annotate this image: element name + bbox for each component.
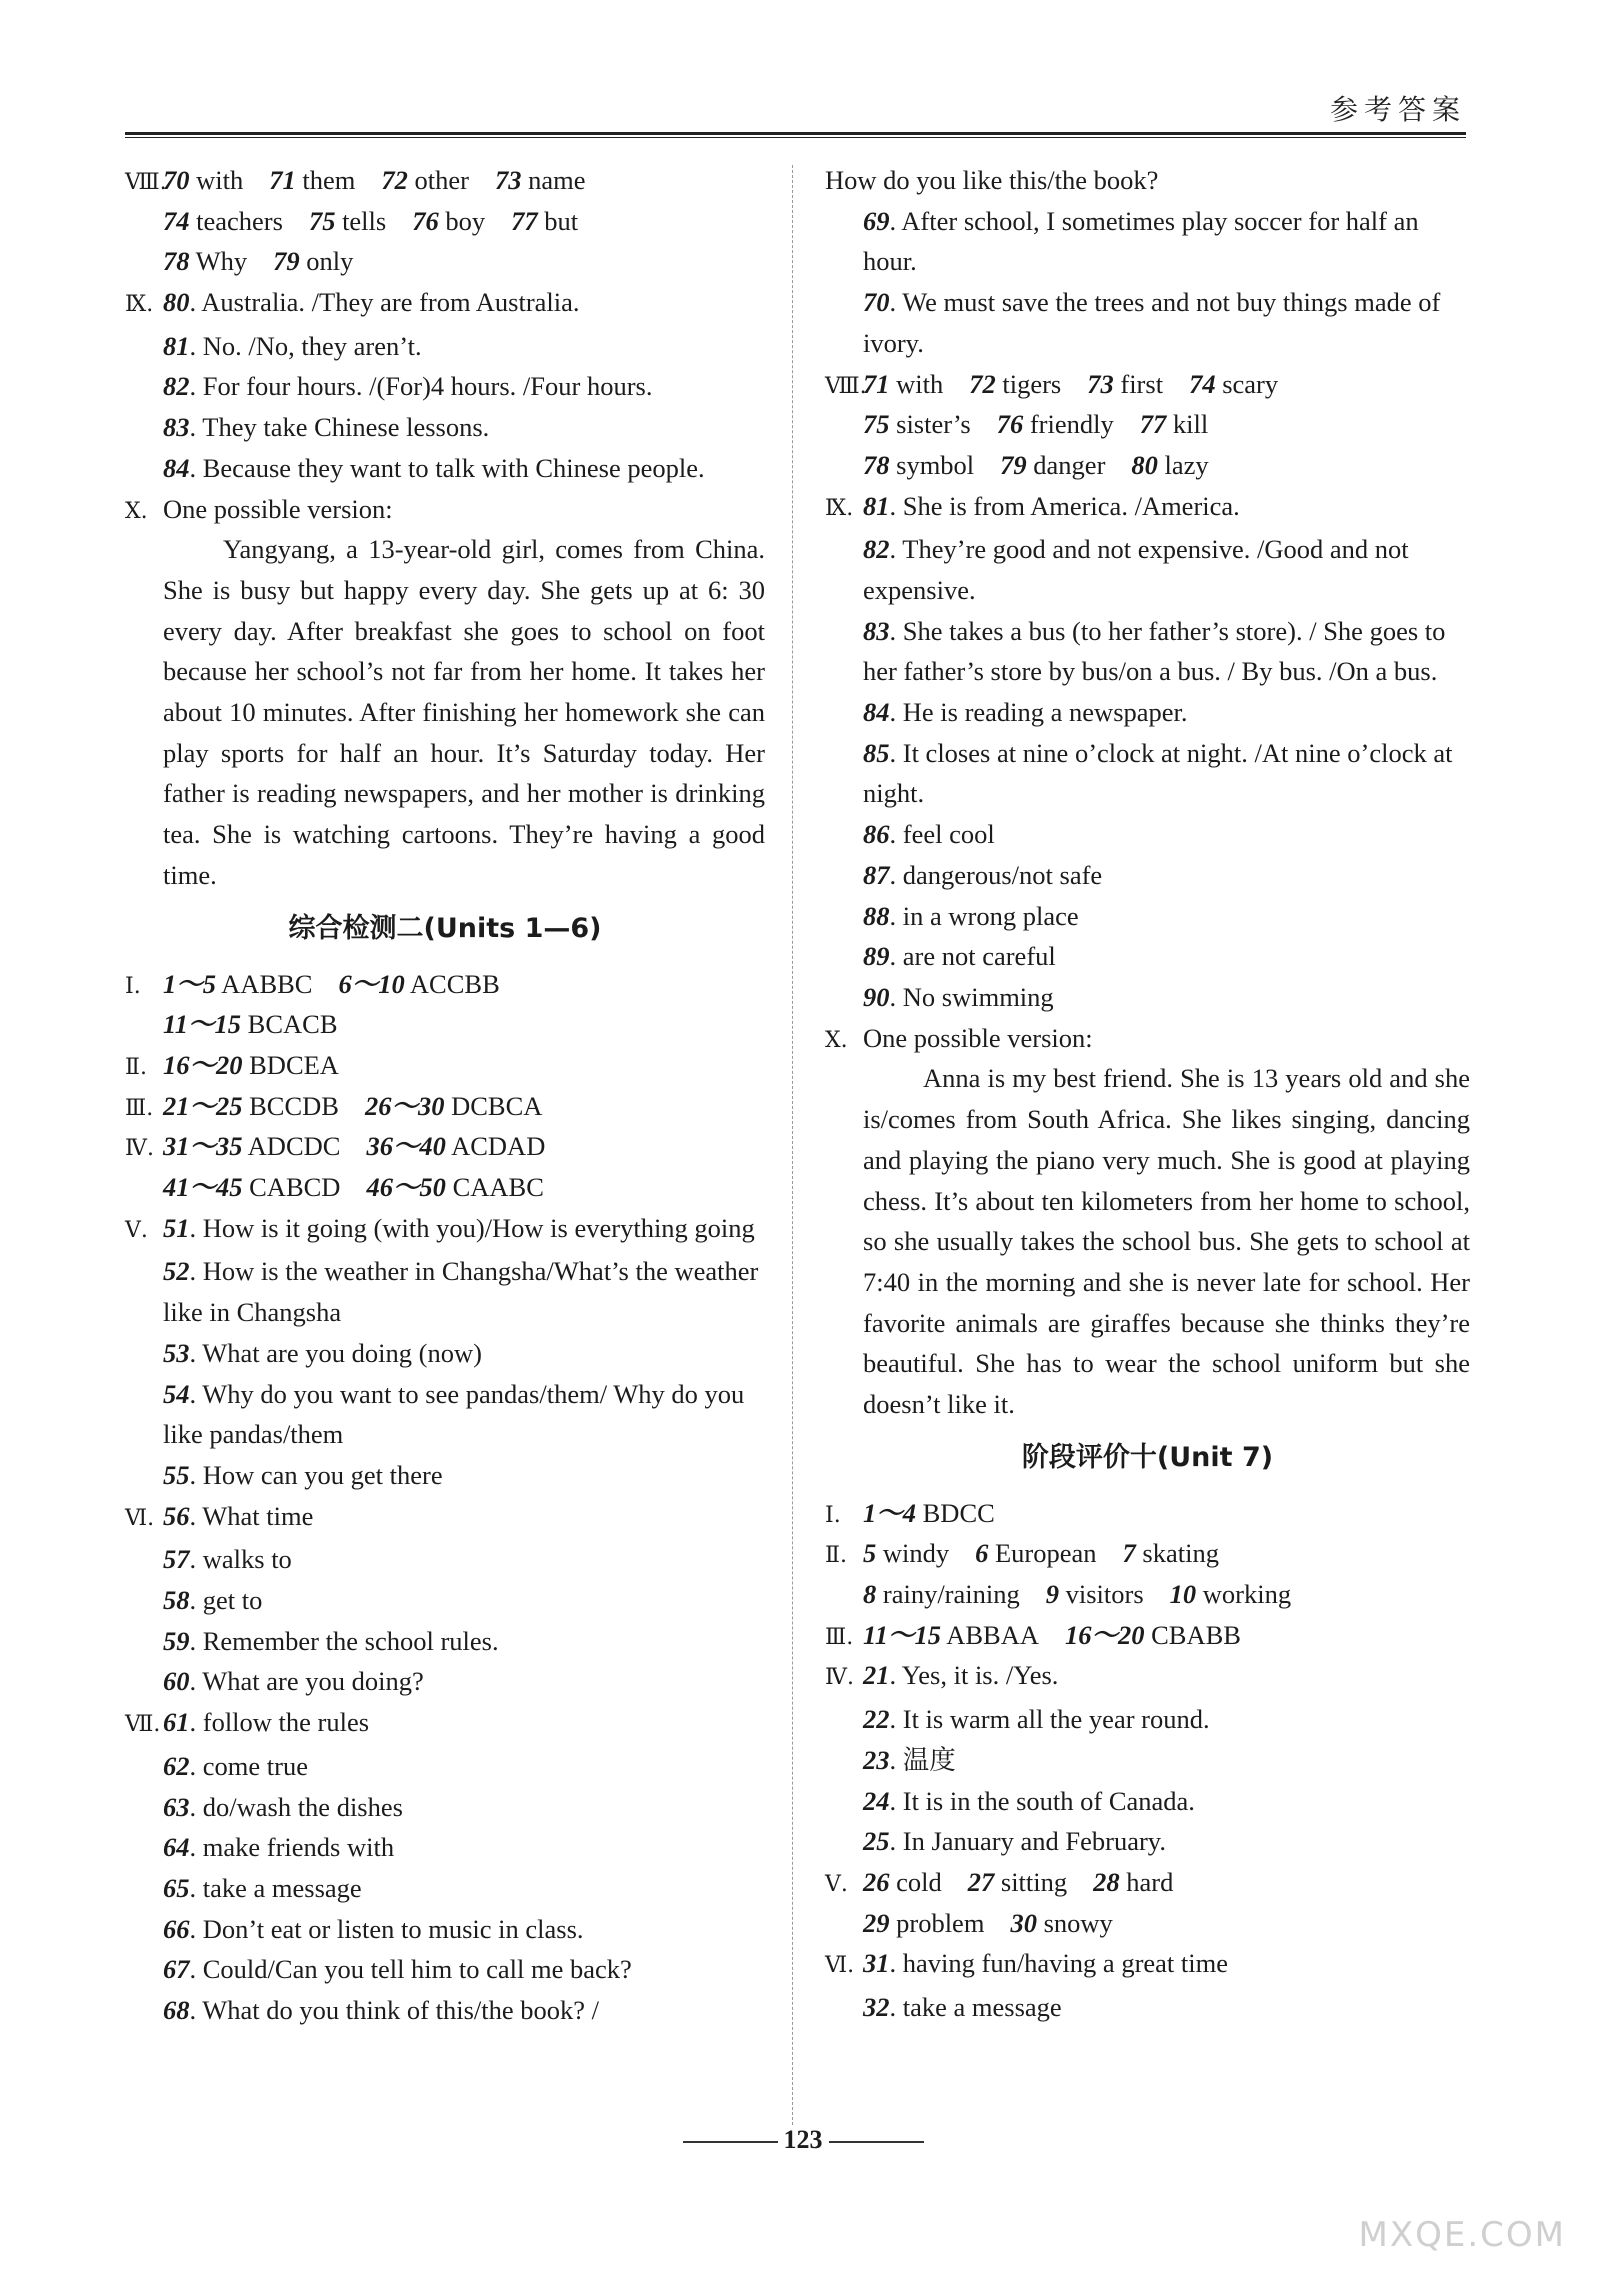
answer-line: 25. In January and February. — [863, 1826, 1166, 1857]
answer-text: No. /No, they aren’t. — [202, 330, 422, 361]
answer-line: 81. No. /No, they aren’t. — [163, 330, 422, 361]
question-number: 62 — [163, 1750, 190, 1781]
question-number: 74 — [163, 205, 190, 236]
answer-text: get to — [202, 1585, 263, 1616]
answer-text: hard — [1126, 1866, 1174, 1897]
question-number: 71 — [269, 165, 296, 195]
answer-line: Ⅸ. 80. Australia. /They are from Australia. — [125, 282, 765, 326]
answer-line — [825, 445, 1470, 486]
answer-text: take a message — [202, 1872, 362, 1903]
question-number: 60 — [163, 1666, 190, 1697]
answer-line — [825, 1862, 1470, 1903]
answer-text: working — [1202, 1579, 1292, 1610]
answer-text: We must save the trees and not buy things made of ivory. — [863, 287, 1441, 358]
question-number: 1～4 — [863, 1497, 916, 1528]
header-rule — [125, 132, 1466, 135]
answer-text: How can you get there — [202, 1459, 443, 1490]
answer-line: 22. It is warm all the year round. — [863, 1704, 1210, 1735]
answer-line: 84. He is reading a newspaper. — [863, 697, 1188, 728]
section-numeral: Ⅷ. — [125, 170, 167, 195]
answer-line — [825, 1533, 1470, 1574]
answer-line: 68. What do you think of this/the book? / — [163, 1995, 599, 2026]
answer-text: BDCEA — [249, 1049, 339, 1080]
section-numeral: Ⅵ. — [125, 1505, 155, 1531]
answer-text: What are you doing (now) — [202, 1337, 482, 1368]
question-number: 71 — [863, 368, 890, 399]
answer-text: ADCDC — [247, 1131, 341, 1162]
question-number: 80 — [163, 287, 190, 318]
section-numeral: Ⅹ. — [825, 1027, 848, 1053]
answer-line — [125, 1167, 765, 1208]
section-numeral: Ⅳ. — [125, 1136, 154, 1162]
answer-line: 86. feel cool — [863, 819, 995, 850]
question-number: 72 — [969, 368, 996, 399]
page-footer — [0, 2125, 1606, 2155]
question-number: 82 — [863, 534, 890, 565]
answer-line: 57. walks to — [163, 1544, 292, 1575]
question-number: 1～5 — [163, 968, 216, 999]
question-number: 27 — [967, 1866, 995, 1897]
answer-text: cold — [896, 1866, 942, 1897]
essay-body: Yangyang, a 13-year-old girl, comes from China. She is busy but happy every day. She gets up at 6: 30 every day. After breakfast she goes to school on foot because her school’s not far from her home. It takes her about 10 minutes. After finishing her homework she can play sports for half an hour. It’s Saturday today. Her father is reading newspapers, and her mother is drinking tea. She is watching cartoons. They’re having a good time. — [163, 534, 765, 890]
answer-text: ACCBB — [409, 968, 500, 999]
answer-text: In January and February. — [902, 1826, 1166, 1857]
answer-line — [125, 964, 765, 1005]
answer-text: For four hours. /(For)4 hours. /Four hours. — [202, 371, 653, 402]
question-number: 30 — [1010, 1907, 1037, 1938]
question-number: 75 — [863, 409, 890, 440]
answer-line — [125, 489, 765, 530]
answer-line — [125, 160, 765, 201]
question-number: 80 — [1131, 449, 1158, 480]
answer-line — [125, 1045, 765, 1086]
question-number: 46～50 — [366, 1172, 446, 1203]
answer-text: teachers — [196, 205, 283, 236]
question-number: 21 — [863, 1660, 890, 1691]
question-number: 56 — [163, 1500, 190, 1531]
answer-text: ACDAD — [451, 1131, 546, 1162]
question-number: 24 — [863, 1785, 890, 1816]
answer-line: Ⅸ. 81. She is from America. /America. — [825, 486, 1470, 530]
question-number: 63 — [163, 1791, 190, 1822]
answer-text: skating — [1142, 1538, 1219, 1569]
question-number: 32 — [863, 1992, 890, 2023]
question-number: 88 — [863, 900, 890, 931]
essay-text — [163, 529, 765, 895]
answer-text: Why — [195, 246, 248, 277]
answer-line: 67. Could/Can you tell him to call me back? — [163, 1954, 632, 1985]
answer-text: AABBC — [221, 968, 313, 999]
section-numeral: Ⅰ. — [825, 1502, 841, 1528]
answer-text: They’re good and not expensive. /Good and not expensive. — [863, 534, 1409, 605]
answer-text: friendly — [1029, 409, 1114, 440]
question-number: 78 — [163, 246, 190, 277]
section-title: 综合检测二(Units 1—6) — [288, 912, 602, 944]
answer-text: They take Chinese lessons. — [202, 412, 490, 443]
question-number: 16～20 — [1064, 1619, 1145, 1650]
answer-line: 52. How is the weather in Changsha/What’s the weather like in Changsha — [163, 1256, 759, 1328]
question-number: 77 — [511, 205, 538, 236]
answer-line — [125, 1126, 765, 1167]
answer-text: name — [528, 165, 586, 195]
answer-text: them — [302, 165, 356, 195]
answer-line: 82. For four hours. /(For)4 hours. /Four hours. — [163, 371, 653, 402]
answer-text: It is warm all the year round. — [902, 1704, 1210, 1735]
answer-text: 温度 — [902, 1744, 956, 1775]
question-number: 64 — [163, 1832, 190, 1863]
question-number: 28 — [1093, 1866, 1120, 1897]
answer-text: DCBCA — [451, 1090, 543, 1121]
answer-line: 90. No swimming — [863, 982, 1054, 1012]
answer-text: having fun/having a great time — [902, 1948, 1229, 1979]
answer-text: CBABB — [1151, 1619, 1241, 1650]
answer-text: with — [196, 165, 244, 195]
answer-text: visitors — [1065, 1579, 1144, 1610]
question-number: 81 — [163, 330, 190, 361]
answer-line: 69. After school, I sometimes play soccer for half an hour. — [863, 205, 1419, 277]
question-number: 23 — [863, 1744, 890, 1775]
answer-text: lazy — [1164, 449, 1209, 480]
footer-ornament — [829, 2141, 924, 2143]
answer-text: CAABC — [452, 1172, 544, 1203]
question-number: 21～25 — [163, 1090, 243, 1121]
answer-text: Yes, it is. /Yes. — [901, 1660, 1059, 1691]
answer-text: rainy/raining — [882, 1579, 1020, 1610]
answer-text: It is in the south of Canada. — [902, 1785, 1195, 1816]
question-number: 67 — [163, 1954, 190, 1985]
answer-text: What are you doing? — [202, 1666, 424, 1697]
answer-line: 53. What are you doing (now) — [163, 1337, 482, 1368]
answer-line: How do you like this/the book? — [825, 165, 1159, 195]
answer-text: come true — [202, 1750, 308, 1781]
answer-line — [825, 404, 1470, 445]
question-number: 87 — [863, 859, 890, 890]
question-number: 26 — [863, 1866, 890, 1897]
answer-text: BCCDB — [249, 1090, 339, 1121]
answer-text: are not careful — [902, 941, 1056, 972]
answer-text: take a message — [902, 1992, 1062, 2023]
answer-text: ABBAA — [946, 1619, 1039, 1650]
answer-text: Don’t eat or listen to music in class. — [202, 1913, 584, 1944]
answer-text: windy — [882, 1538, 950, 1569]
question-number: 79 — [273, 246, 300, 277]
question-number: 68 — [163, 1995, 190, 2026]
section-numeral: Ⅱ. — [125, 1054, 147, 1080]
answer-line — [825, 1493, 1470, 1534]
watermark: MXQE.COM — [1358, 2215, 1566, 2255]
question-number: 82 — [163, 371, 190, 402]
question-number: 74 — [1189, 368, 1216, 399]
question-number: 8 — [863, 1579, 877, 1610]
answer-line: 65. take a message — [163, 1872, 362, 1903]
question-number: 66 — [163, 1913, 190, 1944]
right-column — [825, 160, 1470, 2028]
essay-intro: One possible version: — [163, 493, 393, 524]
answer-line: 66. Don’t eat or listen to music in class. — [163, 1913, 584, 1944]
answer-line: Ⅵ. 31. having fun/having a great time — [825, 1943, 1470, 1987]
answer-text: walks to — [202, 1544, 292, 1575]
question-number: 72 — [381, 165, 408, 195]
question-number: 57 — [163, 1544, 190, 1575]
answer-line: Ⅶ.61. follow the rules — [125, 1702, 765, 1746]
answer-line: 55. How can you get there — [163, 1459, 443, 1490]
question-number: 25 — [863, 1826, 890, 1857]
question-number: 51 — [163, 1212, 190, 1243]
page-number: 123 — [783, 2125, 823, 2154]
answer-text: scary — [1222, 368, 1279, 399]
question-number: 81 — [863, 490, 890, 521]
question-number: 22 — [863, 1704, 890, 1735]
answer-line — [125, 1004, 765, 1045]
answer-text: Could/Can you tell him to call me back? — [202, 1954, 632, 1985]
question-number: 79 — [1000, 449, 1027, 480]
essay-intro: One possible version: — [863, 1022, 1093, 1053]
answer-line: Ⅵ. 56. What time — [125, 1496, 765, 1540]
answer-line: 84. Because they want to talk with Chinese people. — [163, 452, 705, 483]
question-number: 73 — [1087, 368, 1114, 399]
answer-text: She takes a bus (to her father’s store). / She goes to her father’s store by bus/on a bus. / By bus. /On a bus. — [863, 615, 1446, 687]
answer-line: 63. do/wash the dishes — [163, 1791, 403, 1822]
question-number: 70 — [163, 165, 190, 195]
answer-line: 58. get to — [163, 1585, 263, 1616]
question-number: 61 — [163, 1707, 190, 1738]
question-number: 31 — [863, 1948, 890, 1979]
answer-text: How is the weather in Changsha/What’s the weather like in Changsha — [163, 1256, 759, 1328]
answer-text: with — [896, 368, 944, 399]
section-numeral: Ⅳ. — [825, 1665, 854, 1691]
answer-line — [825, 1903, 1470, 1944]
section-title: 阶段评价十(Unit 7) — [1021, 1441, 1274, 1473]
question-number: 83 — [863, 615, 890, 646]
question-number: 7 — [1122, 1538, 1136, 1569]
answer-line: 88. in a wrong place — [863, 900, 1079, 931]
footer-ornament — [683, 2141, 778, 2143]
answer-text: symbol — [896, 449, 975, 480]
answer-line: Ⅴ. 51. How is it going (with you)/How is everything going — [125, 1208, 765, 1252]
answer-text: dangerous/not safe — [902, 859, 1103, 890]
question-number: 11～15 — [163, 1009, 242, 1040]
question-number: 77 — [1139, 409, 1167, 440]
question-number: 55 — [163, 1459, 190, 1490]
answer-text: CABCD — [249, 1172, 341, 1203]
answer-line — [825, 1615, 1470, 1656]
section-numeral: Ⅱ. — [825, 1543, 847, 1569]
question-number: 76 — [996, 409, 1024, 440]
answer-line: 24. It is in the south of Canada. — [863, 1785, 1195, 1816]
question-number: 78 — [863, 449, 890, 480]
question-number: 29 — [863, 1907, 890, 1938]
section-numeral: Ⅵ. — [825, 1953, 855, 1979]
answer-text: but — [544, 205, 579, 236]
answer-text: make friends with — [202, 1832, 395, 1863]
answer-line: 62. come true — [163, 1750, 308, 1781]
question-number: 86 — [863, 819, 890, 850]
question-number: 89 — [863, 941, 890, 972]
question-number: 54 — [163, 1378, 190, 1409]
answer-text: follow the rules — [202, 1707, 370, 1738]
answer-text: only — [306, 246, 354, 277]
section-numeral: Ⅲ. — [825, 1624, 854, 1650]
answer-text: Why do you want to see pandas/them/ Why do you like pandas/them — [163, 1378, 745, 1450]
section-numeral: Ⅹ. — [125, 498, 148, 524]
answer-text: boy — [445, 205, 486, 236]
answer-line: 64. make friends with — [163, 1832, 395, 1863]
question-number: 6 — [975, 1538, 989, 1569]
question-number: 84 — [863, 697, 890, 728]
question-number: 16～20 — [163, 1049, 243, 1080]
essay-body: Anna is my best friend. She is 13 years old and she is/comes from South Africa. She likes singing, dancing and playing the piano very much. She is good at playing chess. It’s about ten kilometers from her home to school, so she usually takes the school bus. She gets to school at 7:40 in the morning and she is never late for school. Her favorite animals are giraffes because she thinks they’re beautiful. She has to wear the school uniform but she doesn’t like it. — [863, 1063, 1470, 1420]
answer-line: 70. We must save the trees and not buy things made of ivory. — [863, 287, 1441, 358]
answer-text: sister’s — [896, 409, 971, 440]
question-number: 75 — [308, 205, 336, 236]
page-header-title: 参考答案 — [1329, 93, 1466, 126]
question-number: 26～30 — [364, 1090, 445, 1121]
answer-text: European — [995, 1538, 1097, 1569]
answer-text: BDCC — [922, 1497, 995, 1528]
essay-text — [863, 1058, 1470, 1424]
section-numeral: Ⅲ. — [125, 1095, 154, 1121]
question-number: 36～40 — [366, 1131, 446, 1162]
answer-text: Remember the school rules. — [202, 1625, 499, 1656]
left-column — [125, 160, 765, 2031]
answer-text: first — [1120, 368, 1164, 399]
section-numeral: Ⅰ. — [125, 973, 141, 999]
answer-text: in a wrong place — [902, 900, 1079, 931]
answer-text: snowy — [1043, 1907, 1113, 1938]
answer-line: 60. What are you doing? — [163, 1666, 424, 1697]
answer-text: kill — [1172, 409, 1209, 440]
answer-line: 89. are not careful — [863, 941, 1056, 972]
question-number: 73 — [494, 165, 522, 195]
answer-line: 23. 温度 — [863, 1744, 956, 1775]
answer-text: Because they want to talk with Chinese people. — [202, 452, 705, 483]
question-number: 85 — [863, 737, 890, 768]
section-numeral: Ⅷ. — [825, 373, 867, 399]
question-number: 65 — [163, 1872, 190, 1903]
answer-line: 32. take a message — [863, 1992, 1062, 2023]
answer-text: How is it going (with you)/How is everything going — [202, 1212, 755, 1243]
answer-line: 54. Why do you want to see pandas/them/ Why do you like pandas/them — [163, 1378, 745, 1450]
question-number: 6～10 — [338, 968, 405, 999]
answer-line — [125, 241, 765, 282]
answer-text: After school, I sometimes play soccer for half an hour. — [863, 205, 1419, 277]
question-number: 76 — [412, 205, 439, 236]
header-rule-thin — [125, 137, 1466, 138]
answer-text: sitting — [1000, 1866, 1068, 1897]
answer-text: No swimming — [902, 982, 1054, 1012]
answer-text: do/wash the dishes — [202, 1791, 403, 1822]
question-number: 31～35 — [163, 1131, 243, 1162]
answer-line — [825, 1574, 1470, 1615]
answer-line: 83. They take Chinese lessons. — [163, 412, 490, 443]
answer-line: 87. dangerous/not safe — [863, 859, 1103, 890]
answer-line: Ⅳ. 21. Yes, it is. /Yes. — [825, 1655, 1470, 1699]
question-number: 11～15 — [863, 1619, 942, 1650]
answer-line — [125, 1086, 765, 1127]
column-divider — [792, 165, 793, 2125]
answer-text: tigers — [1002, 368, 1062, 399]
section-numeral: Ⅸ. — [125, 292, 154, 318]
answer-text: Australia. /They are from Australia. — [201, 287, 580, 318]
question-number: 69 — [863, 205, 890, 236]
answer-text: other — [414, 165, 469, 195]
answer-text: danger — [1033, 449, 1106, 480]
answer-line: 59. Remember the school rules. — [163, 1625, 499, 1656]
section-numeral: Ⅴ. — [825, 1871, 848, 1897]
answer-line — [825, 364, 1470, 405]
question-number: 58 — [163, 1585, 190, 1616]
question-number: 9 — [1045, 1579, 1059, 1610]
answer-text: She is from America. /America. — [902, 490, 1240, 521]
question-number: 52 — [163, 1256, 190, 1287]
answer-line — [825, 1018, 1470, 1059]
answer-text: What time — [202, 1500, 314, 1531]
answer-line: 82. They’re good and not expensive. /Good and not expensive. — [863, 534, 1409, 605]
question-number: 84 — [163, 452, 190, 483]
question-number: 83 — [163, 412, 190, 443]
question-number: 5 — [863, 1538, 877, 1569]
question-number: 90 — [863, 982, 890, 1012]
answer-text: tells — [342, 205, 387, 236]
question-number: 59 — [163, 1625, 190, 1656]
answer-text: feel cool — [902, 819, 995, 850]
answer-text: BCACB — [247, 1009, 338, 1040]
question-number: 41～45 — [163, 1172, 243, 1203]
section-numeral: Ⅶ. — [125, 1712, 161, 1738]
answer-line — [125, 201, 765, 242]
answer-text: It closes at nine o’clock at night. /At nine o’clock at night. — [863, 737, 1453, 809]
question-number: 70 — [863, 287, 890, 318]
section-numeral: Ⅸ. — [825, 495, 854, 521]
answer-text: problem — [896, 1907, 985, 1938]
answer-line: 83. She takes a bus (to her father’s store). / She goes to her father’s store by bus/on a bus. / By bus. /On a bus. — [863, 615, 1446, 687]
answer-line: 85. It closes at nine o’clock at night. /At nine o’clock at night. — [863, 737, 1453, 809]
answer-text: What do you think of this/the book? / — [202, 1995, 599, 2026]
question-number: 10 — [1169, 1579, 1197, 1610]
section-numeral: Ⅴ. — [125, 1217, 148, 1243]
answer-text: He is reading a newspaper. — [902, 697, 1188, 728]
question-number: 53 — [163, 1337, 190, 1368]
